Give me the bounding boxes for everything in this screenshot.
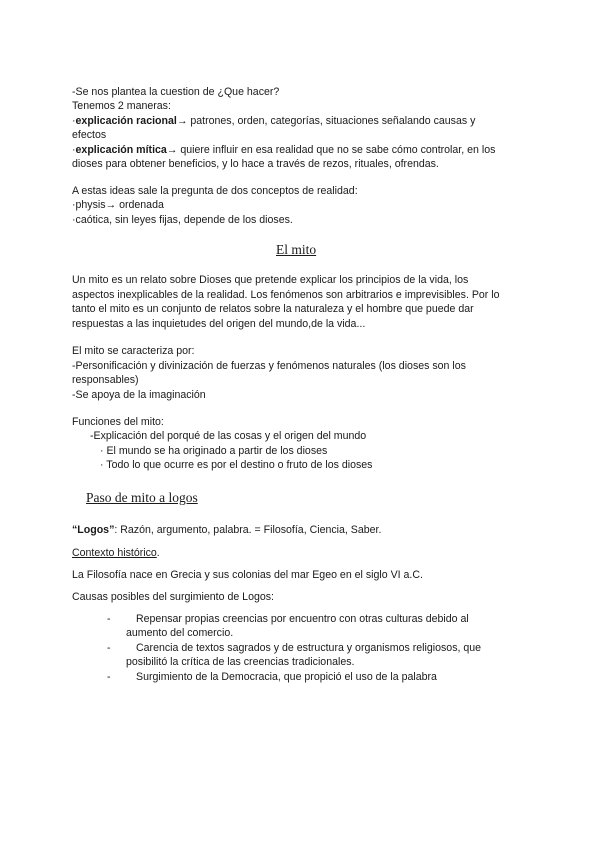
arrow: → xyxy=(166,144,178,156)
contexto-heading xyxy=(72,546,160,560)
racional-label: explicación racional xyxy=(75,115,177,127)
funcion-subitem: · El mundo se ha originado a partir de los dioses xyxy=(100,445,328,457)
section-title-mito: El mito xyxy=(276,242,317,257)
funciones-heading: Funciones del mito: xyxy=(72,416,164,428)
two-ways-line: Tenemos 2 maneras: xyxy=(72,100,171,112)
mito-paragraph-line: Un mito es un relato sobre Dioses que pretende explicar los principios de la vida, los xyxy=(72,274,469,286)
logos-term: “Logos” xyxy=(72,524,115,536)
causa-item: Carencia de textos sagrados y de estructura y organismos religiosos, que xyxy=(136,642,482,654)
causa-item: Repensar propias creencias por encuentro con otras culturas debido al xyxy=(136,613,469,625)
caotica-line: ·caótica, sin leyes fijas, depende de los dioses. xyxy=(72,214,293,226)
causas-heading: Causas posibles del surgimiento de Logos: xyxy=(72,591,274,603)
contexto-dot: . xyxy=(156,547,160,559)
racional-line-2: efectos xyxy=(72,129,107,141)
mito-paragraph-line: tanto el mito es un conjunto de relatos sobre la naturaleza y el hombre que puede dar xyxy=(72,303,474,315)
caracteriza-item-cont: responsables) xyxy=(72,374,139,386)
mitica-line-2: dioses para obtener beneficios, y lo hace a través de rezos, rituales, ofrendas. xyxy=(72,158,439,170)
causa-item: Surgimiento de la Democracia, que propició el uso de la palabra xyxy=(136,671,437,683)
bullet-dash: - xyxy=(107,642,111,654)
mito-paragraph-line: respuestas a las inquietudes del origen del mundo,de la vida... xyxy=(72,318,366,330)
mitica-line: ·explicación mítica→ quiere influir en esa realidad que no se sabe cómo controlar, en los xyxy=(72,144,496,156)
racional-text: patrones, orden, categorías, situaciones señalando causas y xyxy=(187,115,476,127)
causa-item-cont: posibilitó la crítica de las creencias tradicionales. xyxy=(126,656,355,668)
funcion-item: -Explicación del porqué de las cosas y el origen del mundo xyxy=(90,430,367,442)
bullet-dash: - xyxy=(107,613,111,625)
mitica-label: explicación mítica xyxy=(75,144,167,156)
logos-definition xyxy=(72,523,381,537)
arrow: → xyxy=(176,115,188,127)
bullet-dash: - xyxy=(107,671,111,683)
section-title-logos: Paso de mito a logos xyxy=(86,490,198,505)
question-line: -Se nos plantea la cuestion de ¿Que hacer? xyxy=(72,86,280,98)
physis-line: ·physis→ ordenada xyxy=(72,199,164,211)
mitica-text: quiere influir en esa realidad que no se sabe cómo controlar, en los xyxy=(177,144,496,156)
contexto-label: Contexto histórico xyxy=(72,547,157,559)
racional-line: ·explicación racional→ patrones, orden, categorías, situaciones señalando causas y xyxy=(72,115,476,127)
causa-item-cont: aumento del comercio. xyxy=(126,627,234,639)
caracteriza-heading: El mito se caracteriza por: xyxy=(72,345,195,357)
caracteriza-item: -Se apoya de la imaginación xyxy=(72,389,206,401)
funcion-subitem: · Todo lo que ocurre es por el destino o fruto de los dioses xyxy=(100,459,373,471)
filosofia-line: La Filosofía nace en Grecia y sus colonias del mar Egeo en el siglo VI a.C. xyxy=(72,569,423,581)
mito-paragraph-line: aspectos inexplicables de la realidad. Los fenómenos son arbitrarios e imprevisibles. Por lo xyxy=(72,289,500,301)
logos-definition-text: : Razón, argumento, palabra. = Filosofía, Ciencia, Saber. xyxy=(114,524,382,536)
caracteriza-item: -Personificación y divinización de fuerzas y fenómenos naturales (los dioses son los xyxy=(72,360,466,372)
ideas-line: A estas ideas sale la pregunta de dos conceptos de realidad: xyxy=(72,185,358,197)
